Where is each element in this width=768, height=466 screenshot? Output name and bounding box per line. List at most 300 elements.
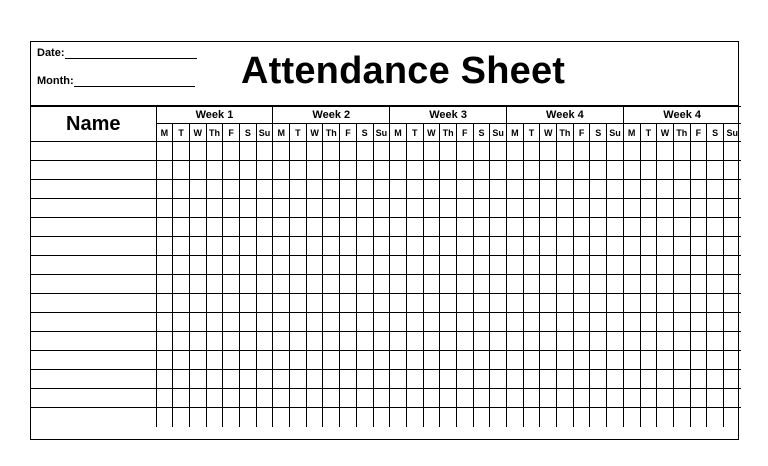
attendance-cell[interactable] — [356, 370, 373, 389]
attendance-cell[interactable] — [540, 256, 557, 275]
attendance-cell[interactable] — [673, 389, 690, 408]
attendance-cell[interactable] — [573, 161, 590, 180]
attendance-cell[interactable] — [607, 199, 624, 218]
attendance-cell[interactable] — [223, 351, 240, 370]
attendance-cell[interactable] — [273, 142, 290, 161]
attendance-cell[interactable] — [473, 275, 490, 294]
attendance-cell[interactable] — [707, 351, 724, 370]
attendance-cell[interactable] — [473, 180, 490, 199]
attendance-cell[interactable] — [623, 389, 640, 408]
attendance-cell[interactable] — [523, 275, 540, 294]
attendance-cell[interactable] — [490, 294, 507, 313]
attendance-cell[interactable] — [540, 218, 557, 237]
attendance-cell[interactable] — [156, 370, 173, 389]
attendance-cell[interactable] — [156, 313, 173, 332]
attendance-cell[interactable] — [657, 370, 674, 389]
attendance-cell[interactable] — [223, 313, 240, 332]
attendance-cell[interactable] — [456, 142, 473, 161]
name-cell[interactable] — [31, 161, 156, 180]
attendance-cell[interactable] — [657, 256, 674, 275]
name-cell[interactable] — [31, 256, 156, 275]
attendance-cell[interactable] — [356, 294, 373, 313]
attendance-cell[interactable] — [156, 351, 173, 370]
attendance-cell[interactable] — [290, 180, 307, 199]
attendance-cell[interactable] — [290, 294, 307, 313]
attendance-cell[interactable] — [173, 199, 190, 218]
attendance-cell[interactable] — [690, 256, 707, 275]
attendance-cell[interactable] — [456, 313, 473, 332]
attendance-cell[interactable] — [473, 294, 490, 313]
attendance-cell[interactable] — [440, 351, 457, 370]
attendance-cell[interactable] — [573, 237, 590, 256]
attendance-cell[interactable] — [557, 256, 574, 275]
attendance-cell[interactable] — [356, 408, 373, 427]
attendance-cell[interactable] — [290, 408, 307, 427]
attendance-cell[interactable] — [156, 389, 173, 408]
attendance-cell[interactable] — [523, 218, 540, 237]
attendance-cell[interactable] — [373, 199, 390, 218]
attendance-cell[interactable] — [423, 313, 440, 332]
attendance-cell[interactable] — [306, 218, 323, 237]
attendance-cell[interactable] — [573, 180, 590, 199]
attendance-cell[interactable] — [473, 389, 490, 408]
attendance-cell[interactable] — [173, 275, 190, 294]
attendance-cell[interactable] — [623, 180, 640, 199]
attendance-cell[interactable] — [723, 180, 740, 199]
attendance-cell[interactable] — [256, 142, 273, 161]
attendance-cell[interactable] — [189, 142, 206, 161]
attendance-cell[interactable] — [557, 199, 574, 218]
attendance-cell[interactable] — [557, 218, 574, 237]
attendance-cell[interactable] — [590, 313, 607, 332]
attendance-cell[interactable] — [607, 389, 624, 408]
name-cell[interactable] — [31, 408, 156, 427]
attendance-cell[interactable] — [390, 275, 407, 294]
attendance-cell[interactable] — [573, 370, 590, 389]
attendance-cell[interactable] — [273, 256, 290, 275]
attendance-cell[interactable] — [323, 161, 340, 180]
attendance-cell[interactable] — [356, 256, 373, 275]
attendance-cell[interactable] — [223, 199, 240, 218]
attendance-cell[interactable] — [273, 313, 290, 332]
attendance-cell[interactable] — [490, 161, 507, 180]
attendance-cell[interactable] — [173, 408, 190, 427]
attendance-cell[interactable] — [573, 275, 590, 294]
attendance-cell[interactable] — [657, 313, 674, 332]
attendance-cell[interactable] — [356, 180, 373, 199]
attendance-cell[interactable] — [540, 313, 557, 332]
attendance-cell[interactable] — [406, 199, 423, 218]
attendance-cell[interactable] — [490, 142, 507, 161]
attendance-cell[interactable] — [573, 332, 590, 351]
attendance-cell[interactable] — [557, 237, 574, 256]
attendance-cell[interactable] — [523, 332, 540, 351]
attendance-cell[interactable] — [373, 237, 390, 256]
attendance-cell[interactable] — [507, 294, 524, 313]
attendance-cell[interactable] — [473, 313, 490, 332]
attendance-cell[interactable] — [673, 199, 690, 218]
attendance-cell[interactable] — [723, 332, 740, 351]
attendance-cell[interactable] — [440, 389, 457, 408]
attendance-cell[interactable] — [373, 275, 390, 294]
attendance-cell[interactable] — [540, 275, 557, 294]
attendance-cell[interactable] — [507, 256, 524, 275]
attendance-cell[interactable] — [390, 370, 407, 389]
attendance-cell[interactable] — [473, 199, 490, 218]
attendance-cell[interactable] — [690, 389, 707, 408]
attendance-cell[interactable] — [406, 161, 423, 180]
attendance-cell[interactable] — [673, 142, 690, 161]
attendance-cell[interactable] — [156, 275, 173, 294]
attendance-cell[interactable] — [156, 161, 173, 180]
attendance-cell[interactable] — [440, 161, 457, 180]
attendance-cell[interactable] — [156, 199, 173, 218]
attendance-cell[interactable] — [723, 142, 740, 161]
attendance-cell[interactable] — [290, 370, 307, 389]
attendance-cell[interactable] — [456, 218, 473, 237]
attendance-cell[interactable] — [440, 275, 457, 294]
attendance-cell[interactable] — [173, 332, 190, 351]
attendance-cell[interactable] — [406, 389, 423, 408]
attendance-cell[interactable] — [707, 218, 724, 237]
attendance-cell[interactable] — [323, 313, 340, 332]
attendance-cell[interactable] — [673, 161, 690, 180]
attendance-cell[interactable] — [356, 332, 373, 351]
attendance-cell[interactable] — [456, 332, 473, 351]
attendance-cell[interactable] — [657, 199, 674, 218]
attendance-cell[interactable] — [206, 351, 223, 370]
attendance-cell[interactable] — [240, 408, 257, 427]
attendance-cell[interactable] — [156, 294, 173, 313]
attendance-cell[interactable] — [223, 237, 240, 256]
attendance-cell[interactable] — [290, 199, 307, 218]
attendance-cell[interactable] — [273, 161, 290, 180]
attendance-cell[interactable] — [557, 389, 574, 408]
attendance-cell[interactable] — [323, 256, 340, 275]
attendance-cell[interactable] — [557, 275, 574, 294]
attendance-cell[interactable] — [223, 370, 240, 389]
attendance-cell[interactable] — [456, 161, 473, 180]
attendance-cell[interactable] — [156, 332, 173, 351]
attendance-cell[interactable] — [256, 180, 273, 199]
attendance-cell[interactable] — [340, 275, 357, 294]
attendance-cell[interactable] — [423, 142, 440, 161]
attendance-cell[interactable] — [423, 256, 440, 275]
attendance-cell[interactable] — [573, 142, 590, 161]
attendance-cell[interactable] — [507, 142, 524, 161]
attendance-cell[interactable] — [373, 256, 390, 275]
attendance-cell[interactable] — [390, 256, 407, 275]
name-cell[interactable] — [31, 180, 156, 199]
attendance-cell[interactable] — [273, 351, 290, 370]
attendance-cell[interactable] — [590, 370, 607, 389]
attendance-cell[interactable] — [223, 180, 240, 199]
attendance-cell[interactable] — [723, 218, 740, 237]
attendance-cell[interactable] — [340, 351, 357, 370]
attendance-cell[interactable] — [540, 408, 557, 427]
attendance-cell[interactable] — [573, 256, 590, 275]
name-cell[interactable] — [31, 370, 156, 389]
attendance-cell[interactable] — [306, 142, 323, 161]
attendance-cell[interactable] — [623, 237, 640, 256]
attendance-cell[interactable] — [240, 275, 257, 294]
name-cell[interactable] — [31, 351, 156, 370]
attendance-cell[interactable] — [607, 313, 624, 332]
attendance-cell[interactable] — [256, 408, 273, 427]
attendance-cell[interactable] — [189, 370, 206, 389]
attendance-cell[interactable] — [673, 180, 690, 199]
attendance-cell[interactable] — [456, 370, 473, 389]
attendance-cell[interactable] — [640, 199, 657, 218]
attendance-cell[interactable] — [673, 275, 690, 294]
attendance-cell[interactable] — [590, 408, 607, 427]
attendance-cell[interactable] — [657, 142, 674, 161]
attendance-cell[interactable] — [273, 389, 290, 408]
attendance-cell[interactable] — [273, 180, 290, 199]
attendance-cell[interactable] — [540, 199, 557, 218]
attendance-cell[interactable] — [490, 199, 507, 218]
attendance-cell[interactable] — [323, 275, 340, 294]
attendance-cell[interactable] — [557, 408, 574, 427]
attendance-cell[interactable] — [340, 142, 357, 161]
attendance-cell[interactable] — [390, 351, 407, 370]
attendance-cell[interactable] — [640, 237, 657, 256]
attendance-cell[interactable] — [290, 332, 307, 351]
attendance-cell[interactable] — [456, 256, 473, 275]
attendance-cell[interactable] — [490, 180, 507, 199]
attendance-cell[interactable] — [490, 370, 507, 389]
attendance-cell[interactable] — [356, 199, 373, 218]
attendance-cell[interactable] — [189, 294, 206, 313]
attendance-cell[interactable] — [240, 180, 257, 199]
attendance-cell[interactable] — [456, 294, 473, 313]
attendance-cell[interactable] — [406, 237, 423, 256]
attendance-cell[interactable] — [406, 180, 423, 199]
attendance-cell[interactable] — [657, 408, 674, 427]
date-line[interactable] — [65, 58, 197, 59]
attendance-cell[interactable] — [206, 408, 223, 427]
attendance-cell[interactable] — [340, 408, 357, 427]
attendance-cell[interactable] — [256, 161, 273, 180]
attendance-cell[interactable] — [507, 161, 524, 180]
attendance-cell[interactable] — [156, 408, 173, 427]
attendance-cell[interactable] — [406, 294, 423, 313]
attendance-cell[interactable] — [673, 237, 690, 256]
attendance-cell[interactable] — [673, 332, 690, 351]
attendance-cell[interactable] — [607, 408, 624, 427]
attendance-cell[interactable] — [256, 370, 273, 389]
attendance-cell[interactable] — [240, 351, 257, 370]
attendance-cell[interactable] — [523, 142, 540, 161]
attendance-cell[interactable] — [590, 161, 607, 180]
attendance-cell[interactable] — [340, 161, 357, 180]
attendance-cell[interactable] — [189, 199, 206, 218]
attendance-cell[interactable] — [707, 142, 724, 161]
attendance-cell[interactable] — [557, 370, 574, 389]
attendance-cell[interactable] — [423, 161, 440, 180]
name-cell[interactable] — [31, 313, 156, 332]
attendance-cell[interactable] — [173, 237, 190, 256]
attendance-cell[interactable] — [623, 199, 640, 218]
attendance-cell[interactable] — [607, 256, 624, 275]
attendance-cell[interactable] — [723, 199, 740, 218]
attendance-cell[interactable] — [590, 332, 607, 351]
attendance-cell[interactable] — [623, 142, 640, 161]
attendance-cell[interactable] — [440, 332, 457, 351]
attendance-cell[interactable] — [607, 332, 624, 351]
attendance-cell[interactable] — [356, 275, 373, 294]
attendance-cell[interactable] — [590, 256, 607, 275]
attendance-cell[interactable] — [390, 218, 407, 237]
attendance-cell[interactable] — [707, 294, 724, 313]
attendance-cell[interactable] — [690, 199, 707, 218]
attendance-cell[interactable] — [690, 332, 707, 351]
attendance-cell[interactable] — [673, 218, 690, 237]
attendance-cell[interactable] — [406, 408, 423, 427]
attendance-cell[interactable] — [707, 332, 724, 351]
attendance-cell[interactable] — [690, 161, 707, 180]
attendance-cell[interactable] — [707, 275, 724, 294]
attendance-cell[interactable] — [673, 351, 690, 370]
attendance-cell[interactable] — [256, 313, 273, 332]
attendance-cell[interactable] — [540, 161, 557, 180]
attendance-cell[interactable] — [390, 313, 407, 332]
attendance-cell[interactable] — [690, 313, 707, 332]
attendance-cell[interactable] — [707, 161, 724, 180]
attendance-cell[interactable] — [356, 142, 373, 161]
attendance-cell[interactable] — [657, 161, 674, 180]
attendance-cell[interactable] — [373, 370, 390, 389]
attendance-cell[interactable] — [523, 180, 540, 199]
attendance-cell[interactable] — [640, 313, 657, 332]
attendance-cell[interactable] — [406, 142, 423, 161]
attendance-cell[interactable] — [306, 256, 323, 275]
attendance-cell[interactable] — [206, 237, 223, 256]
attendance-cell[interactable] — [240, 256, 257, 275]
attendance-cell[interactable] — [240, 294, 257, 313]
attendance-cell[interactable] — [323, 237, 340, 256]
attendance-cell[interactable] — [623, 161, 640, 180]
attendance-cell[interactable] — [623, 408, 640, 427]
attendance-cell[interactable] — [507, 180, 524, 199]
attendance-cell[interactable] — [173, 142, 190, 161]
attendance-cell[interactable] — [707, 370, 724, 389]
attendance-cell[interactable] — [623, 351, 640, 370]
attendance-cell[interactable] — [373, 180, 390, 199]
attendance-cell[interactable] — [390, 294, 407, 313]
attendance-cell[interactable] — [273, 370, 290, 389]
attendance-cell[interactable] — [206, 256, 223, 275]
attendance-cell[interactable] — [657, 218, 674, 237]
attendance-cell[interactable] — [490, 275, 507, 294]
attendance-cell[interactable] — [507, 199, 524, 218]
attendance-cell[interactable] — [306, 199, 323, 218]
attendance-cell[interactable] — [590, 294, 607, 313]
attendance-cell[interactable] — [540, 389, 557, 408]
attendance-cell[interactable] — [306, 294, 323, 313]
attendance-cell[interactable] — [690, 408, 707, 427]
attendance-cell[interactable] — [640, 389, 657, 408]
attendance-cell[interactable] — [373, 161, 390, 180]
attendance-cell[interactable] — [306, 237, 323, 256]
attendance-cell[interactable] — [423, 351, 440, 370]
attendance-cell[interactable] — [356, 237, 373, 256]
attendance-cell[interactable] — [306, 408, 323, 427]
attendance-cell[interactable] — [206, 199, 223, 218]
attendance-cell[interactable] — [440, 313, 457, 332]
attendance-cell[interactable] — [723, 408, 740, 427]
attendance-cell[interactable] — [707, 180, 724, 199]
attendance-cell[interactable] — [657, 332, 674, 351]
attendance-cell[interactable] — [240, 332, 257, 351]
attendance-cell[interactable] — [623, 256, 640, 275]
attendance-cell[interactable] — [456, 180, 473, 199]
attendance-cell[interactable] — [423, 389, 440, 408]
attendance-cell[interactable] — [473, 161, 490, 180]
attendance-cell[interactable] — [723, 161, 740, 180]
attendance-cell[interactable] — [490, 313, 507, 332]
attendance-cell[interactable] — [507, 218, 524, 237]
attendance-cell[interactable] — [189, 161, 206, 180]
attendance-cell[interactable] — [657, 389, 674, 408]
attendance-cell[interactable] — [156, 237, 173, 256]
attendance-cell[interactable] — [423, 180, 440, 199]
attendance-cell[interactable] — [507, 408, 524, 427]
attendance-cell[interactable] — [673, 408, 690, 427]
attendance-cell[interactable] — [523, 256, 540, 275]
attendance-cell[interactable] — [273, 408, 290, 427]
attendance-cell[interactable] — [306, 313, 323, 332]
attendance-cell[interactable] — [206, 161, 223, 180]
attendance-cell[interactable] — [623, 370, 640, 389]
attendance-cell[interactable] — [690, 218, 707, 237]
attendance-cell[interactable] — [707, 408, 724, 427]
attendance-cell[interactable] — [189, 313, 206, 332]
attendance-cell[interactable] — [590, 142, 607, 161]
attendance-cell[interactable] — [640, 370, 657, 389]
attendance-cell[interactable] — [256, 256, 273, 275]
attendance-cell[interactable] — [256, 294, 273, 313]
attendance-cell[interactable] — [173, 313, 190, 332]
attendance-cell[interactable] — [173, 180, 190, 199]
attendance-cell[interactable] — [590, 218, 607, 237]
attendance-cell[interactable] — [173, 389, 190, 408]
attendance-cell[interactable] — [406, 313, 423, 332]
attendance-cell[interactable] — [390, 332, 407, 351]
name-cell[interactable] — [31, 142, 156, 161]
attendance-cell[interactable] — [356, 218, 373, 237]
attendance-cell[interactable] — [406, 332, 423, 351]
attendance-cell[interactable] — [673, 294, 690, 313]
attendance-cell[interactable] — [290, 218, 307, 237]
attendance-cell[interactable] — [256, 237, 273, 256]
attendance-cell[interactable] — [356, 313, 373, 332]
attendance-cell[interactable] — [490, 332, 507, 351]
attendance-cell[interactable] — [523, 370, 540, 389]
attendance-cell[interactable] — [673, 313, 690, 332]
attendance-cell[interactable] — [240, 237, 257, 256]
attendance-cell[interactable] — [473, 351, 490, 370]
attendance-cell[interactable] — [423, 332, 440, 351]
attendance-cell[interactable] — [340, 237, 357, 256]
attendance-cell[interactable] — [507, 389, 524, 408]
attendance-cell[interactable] — [290, 237, 307, 256]
attendance-cell[interactable] — [490, 218, 507, 237]
attendance-cell[interactable] — [707, 237, 724, 256]
attendance-cell[interactable] — [607, 180, 624, 199]
attendance-cell[interactable] — [456, 237, 473, 256]
attendance-cell[interactable] — [273, 218, 290, 237]
